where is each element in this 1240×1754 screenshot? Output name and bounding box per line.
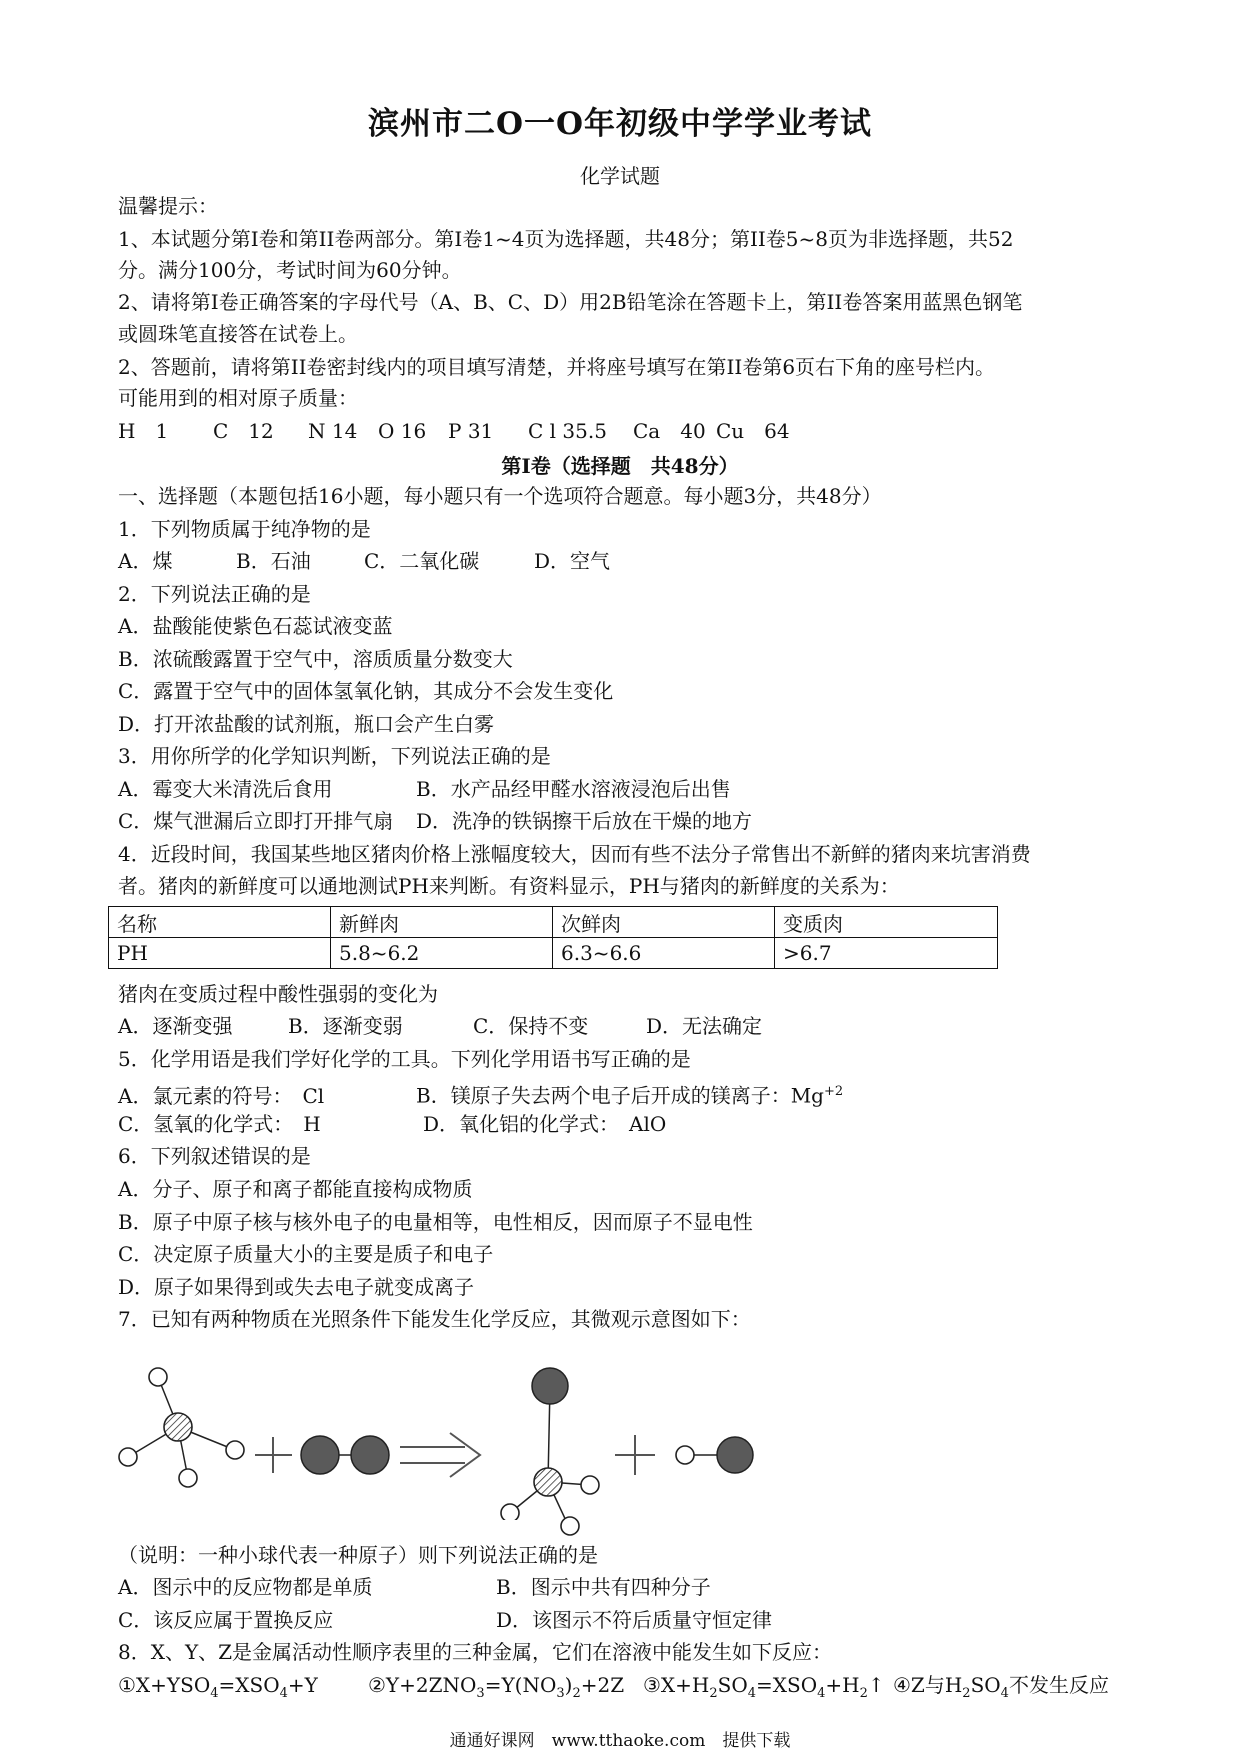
option: A．霉变大米清洗后食用 (118, 777, 333, 801)
reactant-molecule-a (119, 1368, 244, 1487)
atomic-mass: Ca 40 (633, 419, 706, 443)
small-atom (581, 1476, 599, 1494)
option: D．洗净的铁锅擦干后放在干燥的地方 (416, 809, 753, 833)
plus-sign (615, 1435, 655, 1475)
option: C．该反应属于置换反应 (118, 1608, 334, 1632)
option: B．水产品经甲醛水溶液浸泡后出售 (416, 777, 731, 801)
option: B．浓硫酸露置于空气中，溶质质量分数变大 (118, 647, 513, 671)
product-small-atom (555, 1512, 585, 1542)
option: D．打开浓盐酸的试剂瓶，瓶口会产生白雾 (118, 712, 495, 736)
dark-atom (532, 1368, 568, 1404)
question-1-stem: 1．下列物质属于纯净物的是 (118, 517, 371, 541)
ph-freshness-table (108, 906, 998, 969)
option: A．煤 (118, 549, 173, 573)
question-7-options-row (118, 1573, 711, 1601)
product-molecule-b (676, 1437, 753, 1473)
reaction-4: ④Z与$H_2SO_4$不发生反应 (893, 1673, 1109, 1701)
notice-line: 1、本试题分第I卷和第II卷两部分。第I卷1~4页为选择题，共48分；第II卷5~8页为非选择题，共52 (118, 227, 1014, 251)
table-cell: 6.3~6.6 (553, 938, 775, 969)
option: D．原子如果得到或失去电子就变成离子 (118, 1275, 475, 1299)
table-cell: >6.7 (775, 938, 998, 969)
atomic-mass: P 31 (448, 419, 494, 443)
footer-source: 通通好课网 www.tthaoke.com 提供下载 (449, 1731, 791, 1751)
table-header-cell: 次鲜肉 (553, 907, 775, 938)
option: B．逐渐变弱 (288, 1014, 403, 1038)
small-atom (226, 1441, 244, 1459)
option: D．氧化铝的化学式： AlO (423, 1112, 667, 1136)
option: C．氢氧的化学式： H (118, 1112, 321, 1136)
question-5-options-row (118, 1110, 666, 1138)
reaction-micro-diagram (110, 1345, 830, 1520)
part-heading: 一、选择题（本题包括16小题，每小题只有一个选项符合题意。每小题3分，共48分） (118, 484, 882, 508)
atomic-mass: H 1 (118, 419, 169, 443)
option: B．石油 (236, 549, 311, 573)
question-5-options-row (118, 1078, 843, 1110)
reaction-arrow (400, 1433, 480, 1477)
table-row (109, 938, 998, 969)
question-5-stem: 5．化学用语是我们学好化学的工具。下列化学用语书写正确的是 (118, 1047, 691, 1071)
option: C．保持不变 (473, 1014, 589, 1038)
reaction-2: $②Y+2ZNO_3=Y(NO_3)_2+2Z$ (368, 1673, 625, 1701)
option: A．盐酸能使紫色石蕊试液变蓝 (118, 614, 393, 638)
question-4-stem: 者。猪肉的新鲜度可以通地测试PH来判断。有资料显示，PH与猪肉的新鲜度的关系为： (118, 874, 900, 898)
option: D．该图示不符后质量守恒定律 (496, 1608, 773, 1632)
atomic-masses (118, 417, 790, 445)
atomic-mass: C 12 (213, 419, 274, 443)
question-4-options (118, 1012, 762, 1040)
notice-line: 2、答题前，请将第II卷密封线内的项目填写清楚，并将座号填写在第II卷第6页右下角的座号栏内。 (118, 355, 996, 379)
question-3-options-row (118, 807, 752, 835)
option: D．空气 (534, 549, 611, 573)
option: A．分子、原子和离子都能直接构成物质 (118, 1177, 473, 1201)
section-title: 第I卷（选择题 共48分） (501, 454, 739, 478)
hatched-atom (534, 1468, 562, 1496)
table-header-cell: 变质肉 (775, 907, 998, 938)
question-7-note: （说明：一种小球代表一种原子）则下列说法正确的是 (118, 1543, 598, 1567)
question-8-stem: 8．X、Y、Z是金属活动性顺序表里的三种金属，它们在溶液中能发生如下反应： (118, 1640, 833, 1664)
notice-heading: 温馨提示： (118, 194, 218, 218)
small-atom (149, 1368, 167, 1386)
question-3-stem: 3．用你所学的化学知识判断，下列说法正确的是 (118, 744, 551, 768)
reaction-3: $③X+H_2SO_4=XSO_4+H_2↑$ (643, 1673, 885, 1701)
notice-line: 分。满分100分，考试时间为60分钟。 (118, 258, 462, 282)
question-2-stem: 2．下列说法正确的是 (118, 582, 311, 606)
hatched-atom (164, 1413, 192, 1441)
exam-title: 滨州市二O一O年初级中学学业考试 (367, 106, 872, 142)
atomic-mass: N 14 (308, 419, 358, 443)
notice-line: 2、请将第I卷正确答案的字母代号（A、B、C、D）用2B铅笔涂在答题卡上，第II卷答案用蓝黑色钢笔 (118, 290, 1023, 314)
option: D．无法确定 (646, 1014, 763, 1038)
option: B．图示中共有四种分子 (496, 1575, 711, 1599)
option: B．原子中原子核与核外电子的电量相等，电性相反，因而原子不显电性 (118, 1210, 753, 1234)
dark-atom (717, 1437, 753, 1473)
dark-atom (301, 1436, 339, 1474)
option: A．氯元素的符号： Cl (118, 1083, 325, 1108)
small-atom (119, 1448, 137, 1466)
superscript: +2 (823, 1084, 844, 1099)
option: C．露置于空气中的固体氢氧化钠，其成分不会发生变化 (118, 679, 614, 703)
option: B．镁原子失去两个电子后开成的镁离子：Mg (416, 1083, 824, 1108)
table-row (109, 907, 998, 938)
atomic-mass: Cu 64 (716, 419, 790, 443)
question-4-stem: 4．近段时间，我国某些地区猪肉价格上涨幅度较大，因而有些不法分子常售出不新鲜的猪肉来坑害消费 (118, 842, 1031, 866)
question-4-question: 猪肉在变质过程中酸性强弱的变化为 (118, 982, 438, 1006)
small-atom (676, 1446, 694, 1464)
table-header-cell: 新鲜肉 (331, 907, 553, 938)
table-cell: 5.8~6.2 (331, 938, 553, 969)
exam-subtitle: 化学试题 (580, 164, 660, 188)
atomic-mass: O 16 (378, 419, 427, 443)
plus-sign (255, 1437, 292, 1473)
option: A．图示中的反应物都是单质 (118, 1575, 373, 1599)
small-atom (179, 1469, 197, 1487)
notice-line: 或圆珠笔直接答在试卷上。 (118, 322, 358, 346)
option: C．二氧化碳 (364, 549, 480, 573)
small-atom (501, 1504, 519, 1520)
table-header-cell: 名称 (109, 907, 331, 938)
question-3-options-row (118, 775, 731, 803)
question-7-options-row (118, 1606, 772, 1634)
option: A．逐渐变强 (118, 1014, 233, 1038)
table-cell: PH (109, 938, 331, 969)
atomic-mass: C l 35.5 (528, 419, 607, 443)
notice-line: 可能用到的相对原子质量： (118, 386, 358, 410)
option: C．决定原子质量大小的主要是质子和电子 (118, 1242, 494, 1266)
dark-atom (351, 1436, 389, 1474)
question-8-reactions (118, 1671, 1109, 1708)
question-7-stem: 7．已知有两种物质在光照条件下能发生化学反应，其微观示意图如下： (118, 1307, 751, 1331)
question-1-options (118, 547, 610, 575)
reactant-molecule-b (301, 1436, 389, 1474)
product-molecule-a (501, 1368, 599, 1520)
reaction-1: $①X+YSO_4=XSO_4+Y$ (118, 1673, 318, 1701)
option: C．煤气泄漏后立即打开排气扇 (118, 809, 394, 833)
question-6-stem: 6．下列叙述错误的是 (118, 1144, 311, 1168)
